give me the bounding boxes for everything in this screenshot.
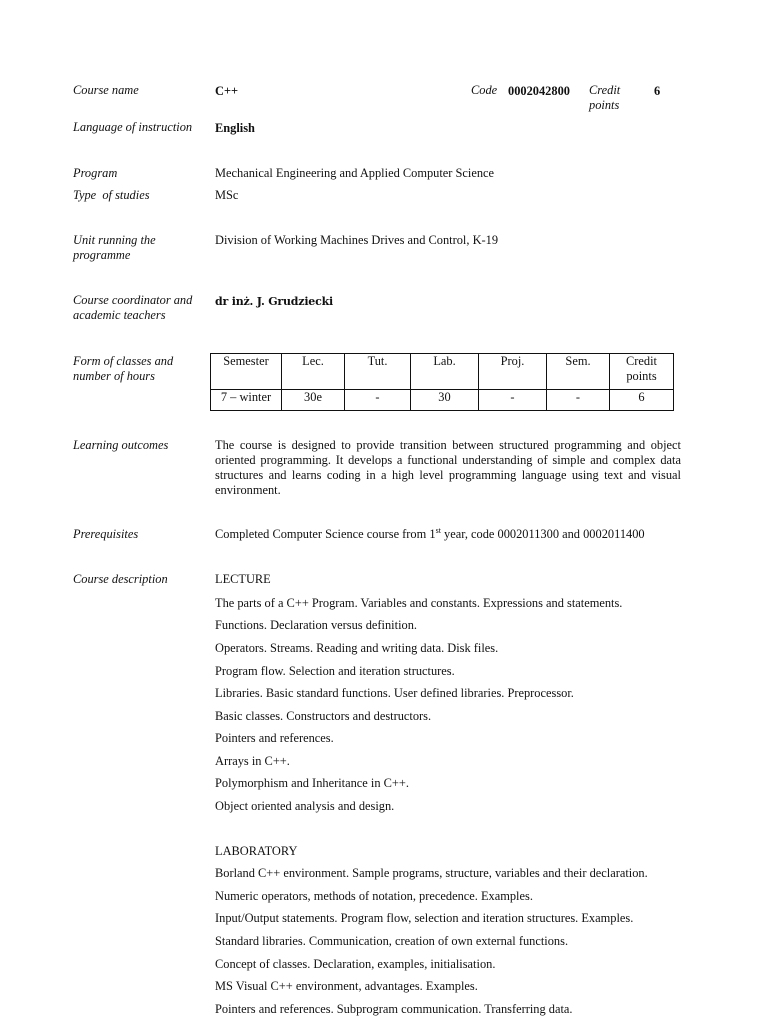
lecture-item: Libraries. Basic standard functions. User defined libraries. Preprocessor.: [215, 686, 574, 700]
lab-item: Borland C++ environment. Sample programs, structure, variables and their declaration.: [215, 866, 648, 880]
lecture-heading: LECTURE: [215, 572, 271, 586]
learning-outcomes-label: Learning outcomes: [73, 438, 169, 452]
cell-semester: 7 – winter: [211, 390, 282, 411]
language-label: Language of instruction: [73, 120, 193, 134]
unit-value: Division of Working Machines Drives and Control, K-19: [215, 233, 499, 247]
lab-item: Standard libraries. Communication, creation of own external functions.: [215, 934, 569, 948]
cell-lec: 30e: [282, 390, 345, 411]
hours-table: [210, 353, 674, 411]
coordinator-label-2: academic teachers: [73, 308, 166, 322]
header-semester: Semester: [211, 354, 282, 390]
prerequisites-label: Prerequisites: [73, 527, 139, 541]
header-lec: Lec.: [282, 354, 345, 390]
unit-label-1: Unit running the: [73, 233, 156, 247]
cell-tut: -: [345, 390, 411, 411]
code-label: Code: [471, 83, 498, 97]
lecture-item: Arrays in C++.: [215, 754, 290, 768]
lecture-item: The parts of a C++ Program. Variables and constants. Expressions and statements.: [215, 596, 623, 610]
type-of-studies-value: MSc: [215, 188, 239, 202]
hours-table-header-row: [211, 354, 674, 390]
header-sem: Sem.: [547, 354, 610, 390]
lab-item: MS Visual C++ environment, advantages. Examples.: [215, 979, 478, 993]
lecture-item: Program flow. Selection and iteration structures.: [215, 664, 455, 678]
lecture-item: Object oriented analysis and design.: [215, 799, 395, 813]
cell-sem: -: [547, 390, 610, 411]
credit-label-2: points: [589, 98, 620, 112]
form-of-classes-label-1: Form of classes and: [73, 354, 174, 368]
program-label: Program: [73, 166, 118, 180]
lecture-item: Pointers and references.: [215, 731, 334, 745]
unit-label-2: programme: [73, 248, 131, 262]
lab-item: Numeric operators, methods of notation, precedence. Examples.: [215, 889, 533, 903]
course-name-label: Course name: [73, 83, 139, 97]
lecture-item: Operators. Streams. Reading and writing data. Disk files.: [215, 641, 499, 655]
lecture-item: Polymorphism and Inheritance in C++.: [215, 776, 409, 790]
lab-item: Pointers and references. Subprogram communication. Transferring data.: [215, 1002, 573, 1016]
form-of-classes-label-2: number of hours: [73, 369, 155, 383]
cell-credit-points: 6: [610, 390, 674, 411]
course-name: C++: [215, 84, 239, 98]
header-tut: Tut.: [345, 354, 411, 390]
cell-proj: -: [479, 390, 547, 411]
hours-table-row: [211, 390, 674, 411]
prerequisites-text-after: year, code 0002011300 and 0002011400: [440, 527, 645, 541]
prerequisites-text-before: Completed Computer Science course from 1: [215, 527, 436, 541]
credit-label-1: Credit: [589, 83, 621, 97]
learning-outcomes-text: The course is designed to provide transition between structured programming and object oriented programming. It develops a functional understanding of simple and complex data structures and learns coding in a high level programming language using text and visual environment.: [215, 438, 681, 497]
coordinator-value: dr inż. J. Grudziecki: [215, 295, 334, 308]
header-proj: Proj.: [479, 354, 547, 390]
coordinator-label-1: Course coordinator and: [73, 293, 193, 307]
header-credit-points: Credit points: [610, 354, 674, 390]
type-of-studies-label: Type of studies: [73, 188, 150, 202]
course-code: 0002042800: [508, 84, 570, 98]
header-lab: Lab.: [411, 354, 479, 390]
lab-item: Input/Output statements. Program flow, selection and iteration structures. Examples.: [215, 911, 634, 925]
program-value: Mechanical Engineering and Applied Computer Science: [215, 166, 495, 180]
lab-item: Concept of classes. Declaration, examples, initialisation.: [215, 957, 496, 971]
lecture-item: Basic classes. Constructors and destructors.: [215, 709, 432, 723]
language-value: English: [215, 121, 255, 135]
prerequisites-text: [215, 527, 645, 542]
course-description-label: Course description: [73, 572, 168, 586]
credit-value: 6: [654, 84, 661, 98]
lecture-item: Functions. Declaration versus definition.: [215, 618, 417, 632]
prerequisites-sup: st: [435, 525, 441, 535]
laboratory-heading: LABORATORY: [215, 844, 298, 858]
cell-lab: 30: [411, 390, 479, 411]
